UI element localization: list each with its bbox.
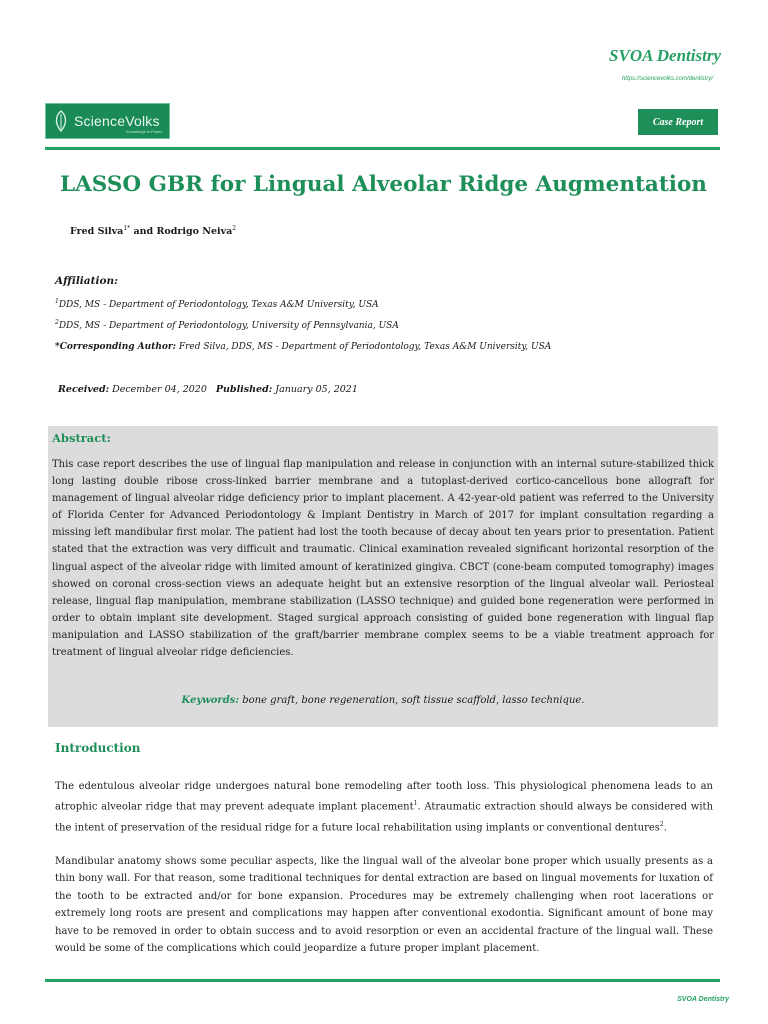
affiliation-text: DDS, MS - Department of Periodontology, Texas A&M University, USA (58, 300, 379, 310)
introduction-heading: Introduction (55, 741, 141, 755)
author-name: Rodrigo Neiva (156, 226, 233, 238)
author-connector: and (130, 226, 157, 238)
logo-text: ScienceVolks (74, 113, 160, 129)
footer-journal-name: SVOA Dentistry (677, 996, 729, 1003)
keywords (48, 695, 718, 706)
logo-subtext: Knowledge is Power (126, 129, 163, 134)
journal-url[interactable]: https://sciencevolks.com/dentistry/ (621, 76, 713, 82)
citation-ref[interactable]: 1 (413, 800, 418, 808)
received-label: Received: (58, 384, 110, 395)
leaf-logo-icon (52, 110, 70, 132)
author-name: Fred Silva (70, 226, 124, 238)
introduction-paragraph-1 (55, 778, 713, 837)
affiliation-mark: 2 (55, 319, 59, 326)
corresponding-author-label: *Corresponding Author: (55, 342, 176, 352)
journal-title: SVOA Dentistry (609, 46, 721, 65)
author-affiliation-mark: 1* (123, 225, 131, 232)
paper-title: LASSO GBR for Lingual Alveolar Ridge Augmentation (60, 172, 707, 197)
footer-divider (45, 979, 720, 982)
author-list (70, 225, 236, 237)
publication-dates (58, 384, 358, 395)
keywords-label: Keywords: (181, 695, 240, 706)
paragraph-text: . (663, 822, 667, 834)
affiliation-heading: Affiliation: (55, 275, 118, 287)
article-type-badge: Case Report (638, 109, 718, 135)
affiliation-mark: 1 (55, 298, 59, 305)
published-label: Published: (215, 384, 273, 395)
keywords-text: bone graft, bone regeneration, soft tissue scaffold, lasso technique. (239, 695, 585, 706)
received-date: December 04, 2020 (109, 384, 207, 395)
affiliation-2 (55, 319, 399, 331)
introduction-paragraph-2: Mandibular anatomy shows some peculiar aspects, like the lingual wall of the alveolar bone proper which usually presents as a thin bony wall. For that reason, some traditional techniques for dental extraction are based on lingual movements for luxation of the tooth to be extracted and/or for bone expansion. Procedures may be extremely challenging when root lacerations or extremely long roots are present and complications may happen after conventional exodontia. Significant amount of bone may have to be removed in order to obtain success and to avoid resorption or even an accidental fracture of the lingual wall. These would be some of the complications which could jeopardize a future proper implant placement. (55, 856, 713, 955)
sciencevolks-logo (45, 103, 170, 139)
paragraph-text: The edentulous alveolar ridge undergoes natural bone remodeling after tooth loss. This physiological phenomena leads to an atrophic alveolar ridge that may prevent adequate implant placement (55, 781, 713, 813)
affiliation-1 (55, 298, 379, 310)
header-divider (45, 147, 720, 150)
abstract-heading: Abstract: (52, 431, 111, 445)
citation-ref[interactable]: 2 (659, 821, 664, 829)
paragraph-text: . Atraumatic extraction should always be considered with the intent of preservation of the residual ridge for a future local rehabilitation using implants or conventional dentures (55, 801, 714, 834)
author-affiliation-mark: 2 (232, 225, 237, 232)
abstract-body: This case report describes the use of lingual flap manipulation and release in conjunction with an internal suture-stabilized thick long lasting double ribose cross-linked barrier membrane and a tutoplast-derived cortico-cancellous bone allograft for management of lingual alveolar ridge deficiency prior to implant placement. A 42-year-old patient was referred to the University of Florida Center for Advanced Periodontology & Implant Dentistry in March of 2017 for implant consultation regarding a missing left mandibular first molar. The patient had lost the tooth because of decay about ten years prior to presentation. Patient stated that the extraction was very difficult and traumatic. Clinical examination revealed significant horizontal resorption of the lingual aspect of the alveolar ridge with limited amount of keratinized gingiva. CBCT (cone-beam computed tomography) images showed on coronal cross-section views an adequate height but an extensive resorption of the lingual alveolar wall. Periosteal release, lingual flap manipulation, membrane stabilization (LASSO technique) and guided bone regeneration were performed in order to obtain implant site development. Staged surgical approach consisting of guided bone regeneration with lingual flap manipulation and LASSO stabilization of the graft/barrier membrane complex seems to be a viable treatment approach for treatment of lingual alveolar ridge deficiencies. (52, 459, 714, 659)
corresponding-author (55, 342, 551, 352)
corresponding-author-text: Fred Silva, DDS, MS - Department of Periodontology, Texas A&M University, USA (175, 342, 552, 352)
affiliation-text: DDS, MS - Department of Periodontology, University of Pennsylvania, USA (58, 321, 399, 331)
published-date: January 05, 2021 (272, 384, 358, 395)
abstract-section (48, 426, 718, 727)
